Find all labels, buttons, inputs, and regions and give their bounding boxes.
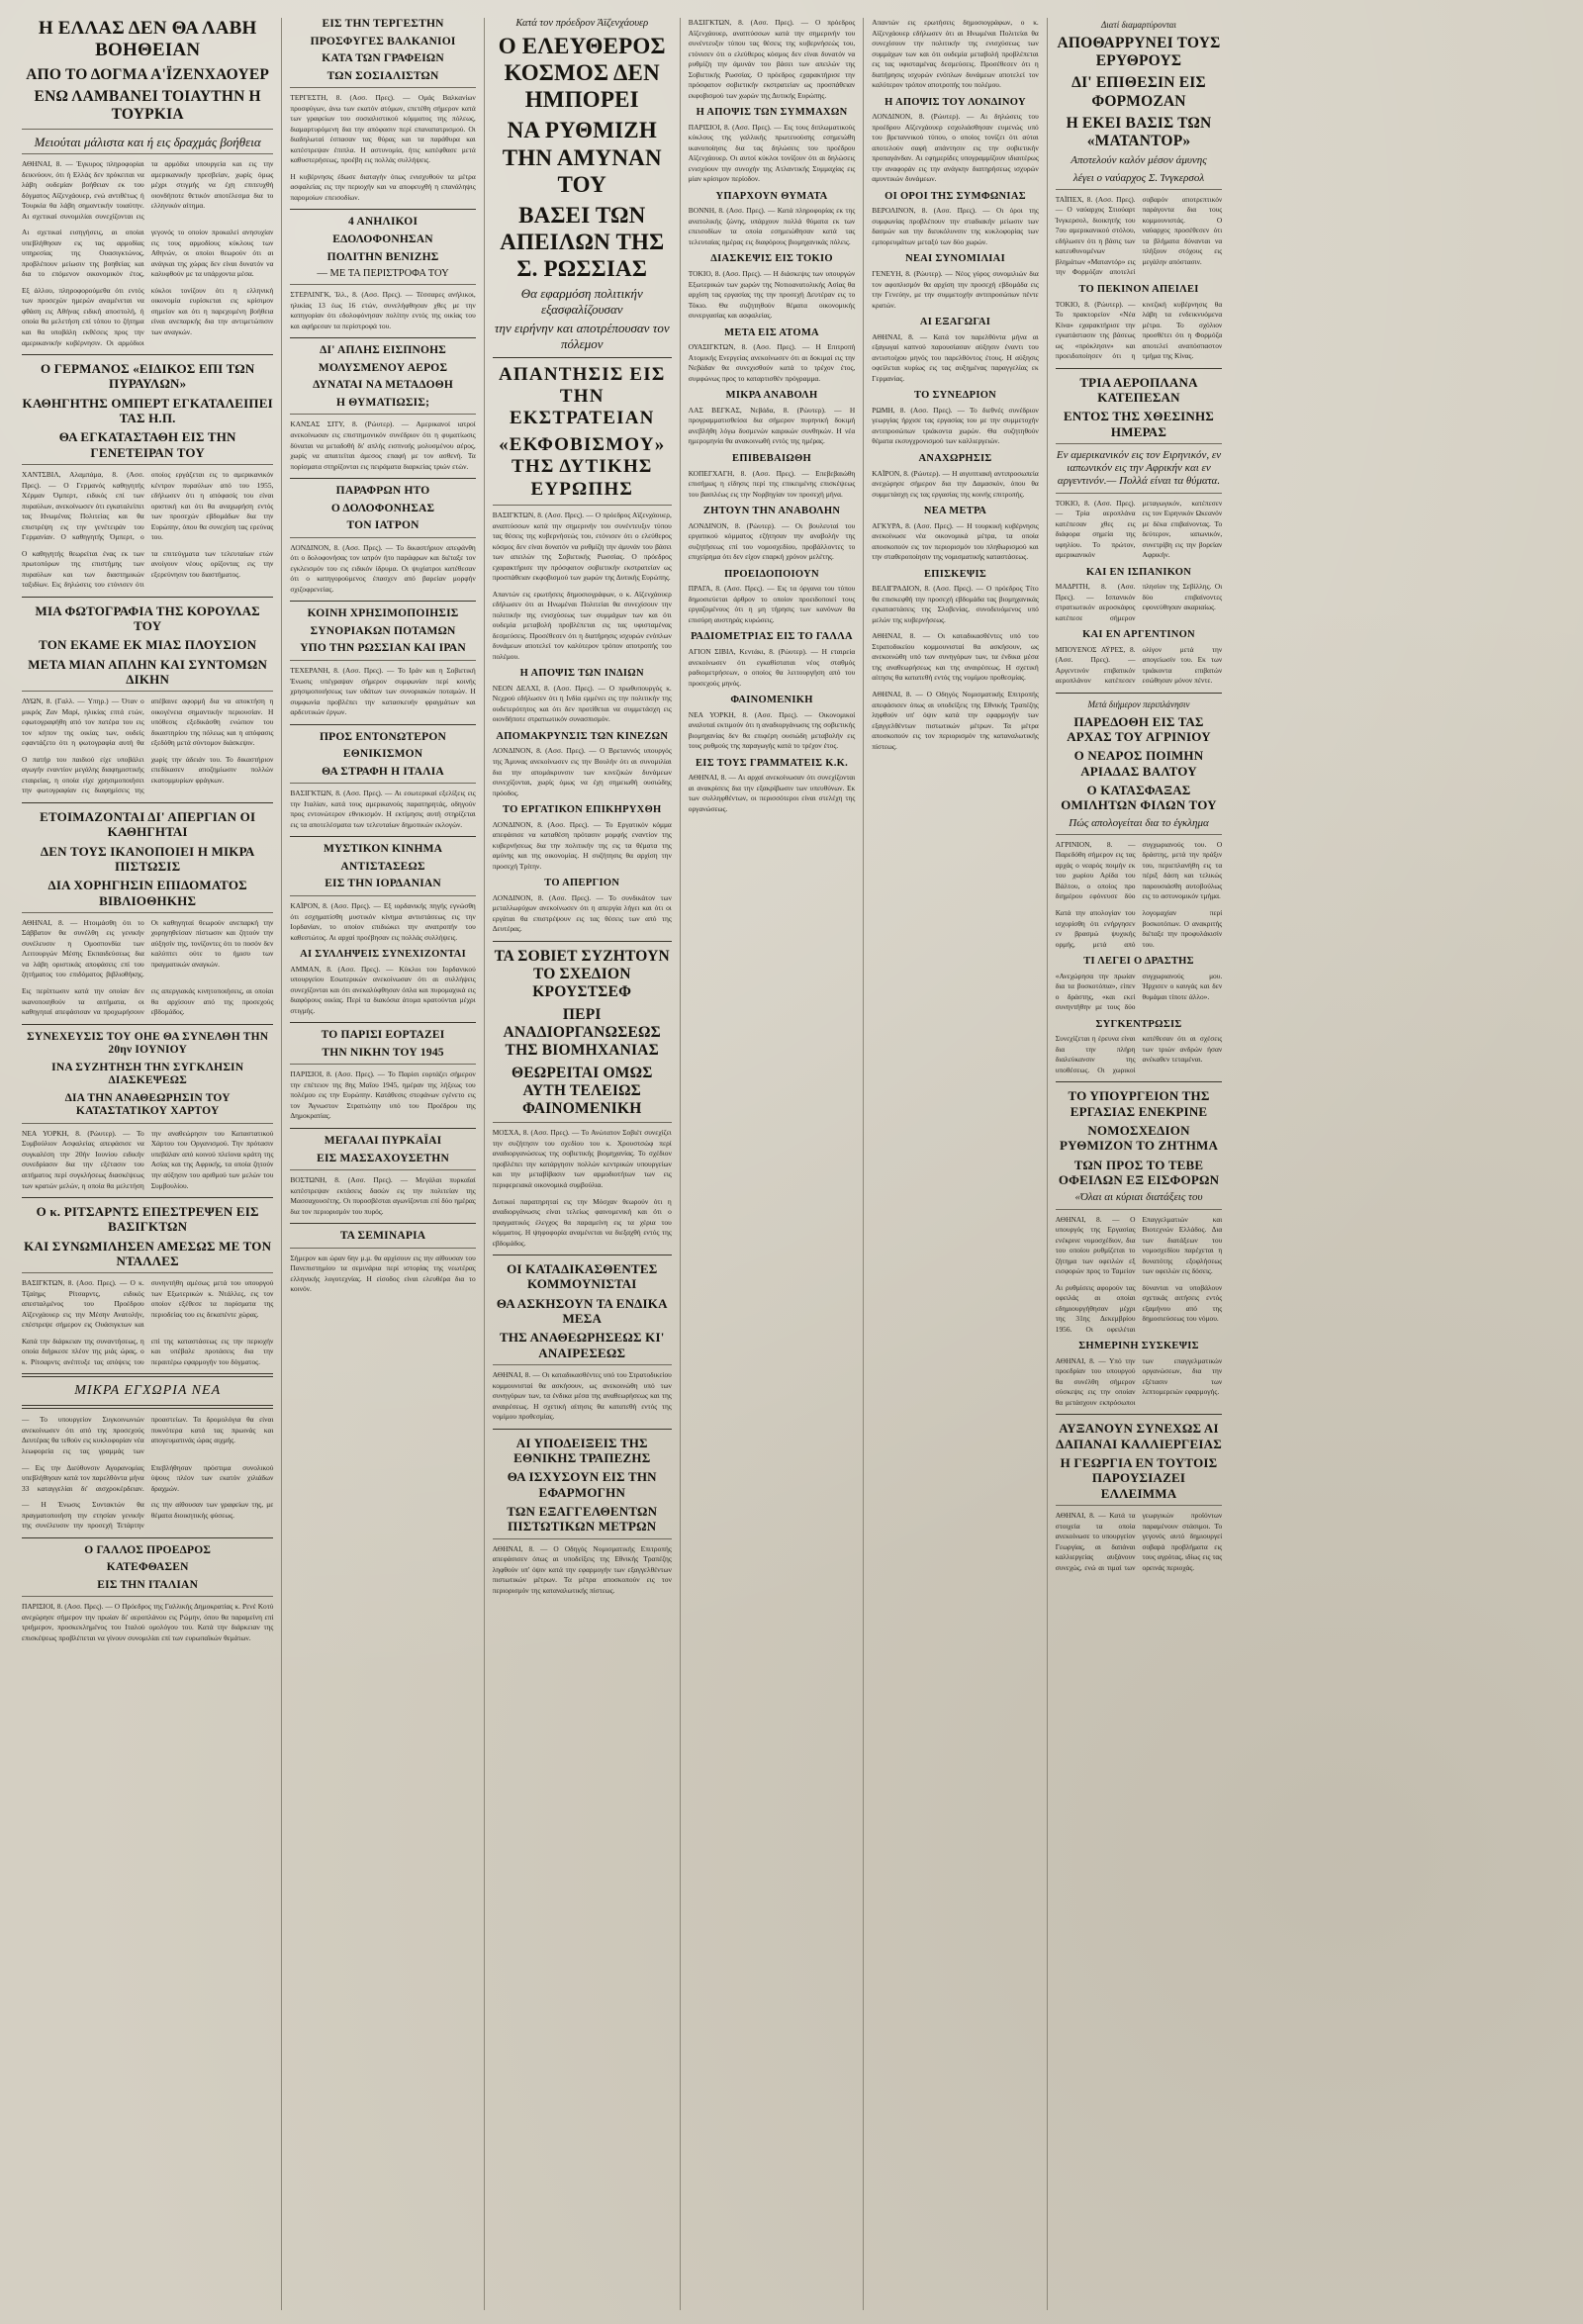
subhead-labour-ministry: «Όλαι αι κύριαι διατάξεις του [1074, 1191, 1203, 1204]
divider [22, 153, 273, 154]
article-body: ΤΟΚΙΟ, 8. (Ασσ. Πρες). — Η διάσκεψις των υπουργών Εξωτερικών των χωρών της Νοτιοανατολικής Ασίας θα αρχίση τας εργασίας της την προσεχή Δευτέραν εις το Τόκιο. Θα συζητηθούν θέματα οικονομικής συνεργασίας και ασφαλείας. [688, 269, 856, 321]
subhead-new-measures: ΝΕΑ ΜΕΤΡΑ [923, 506, 987, 517]
divider [1056, 1414, 1222, 1415]
article-body: ΛΟΝΔΙΝΟΝ, 8. (Ασσ. Πρες). — Το Εργατικόν κόμμα απεφάσισε να καταθέση πρότασιν μομφής εναντίον της κυβερνήσεως δια την πολιτικήν της εις τα θέματα της αμύνης και της οικονομίας. Η συζήτησις θα αρχίση την προσεχή Τρίτην. [492, 819, 672, 871]
headline-italy-3: ΘΑ ΣΤΡΑΦΗ Η ΙΤΑΛΙΑ [322, 765, 444, 778]
divider [493, 1538, 672, 1539]
article-body: ΧΑΝΤΣΒΙΛ, Αλαμπάμα, 8. (Ασσ. Πρες). — Ο Γερμανός καθηγητής Χέρμαν Όμπερτ, ειδικός επί των πυραύλων, ανεκοίνωσεν ότι εγκαταλείπει τας Ηνωμένας Πολιτείας και θα επιστρέψη εις την γενέτειράν του Γερμανίαν. Ο καθηγητής Όμπερτ, ο οποίος εργάζεται εις το αμερικανικόν κέντρον πυραύλων από του 1955, εδήλωσεν ότι η απόφασίς του είναι οριστική και ότι θα αναχωρήση εντός των προσεχών εβδομάδων δια την Ευρώπην, όπου θα συνεχίση τας ερεύνας του. [22, 469, 274, 542]
article-body: ΜΑΔΡΙΤΗ, 8. (Ασσ. Πρες). — Ισπανικόν στρατιωτικόν αεροσκάφος κατέπεσε σήμερον πλησίον της Σεβίλλης. Οι δύο επιβαίνοντες εφονεύθησαν ακαριαίως. [1055, 582, 1223, 622]
article-body: ΑΜΜΑΝ, 8. (Ασσ. Πρες). — Κύκλοι του Ιορδανικού υπουργείου Εσωτερικών ανεκοίνωσαν ότι αι συλλήψεις συνεχίζονται και ότι ανεκαλύφθησαν όπλα και πυρομαχικά εις διαφόρους οικίας. Περί τα διακόσια άτομα κρατούνται μέχρι στιγμής. [290, 964, 476, 1015]
divider [290, 537, 475, 538]
divider [290, 1169, 475, 1170]
subhead-allies: Η ΑΠΟΨΙΣ ΤΩΝ ΣΥΜΜΑΧΩΝ [696, 107, 848, 119]
article-body: ΛΟΝΔΙΝΟΝ, 8. (Ασσ. Πρες). — Ο Βρεταννός υπουργός της Άμυνας ανεκοίνωσεν εις την Βουλήν ότι αι συνομιλίαι δια την απομάκρυνσιν των κινεζικών δυνάμεων συνεχίζονται, χωρίς όμως να έχη σημειωθή ουσιώδης πρόοδος. [492, 746, 672, 797]
article-body: ΝΕΟΝ ΔΕΛΧΙ, 8. (Ασσ. Πρες). — Ο πρωθυπουργός κ. Νεχρού εδήλωσεν ότι η Ινδία εμμένει εις την πολιτικήν της ουδετερότητος και ότι δεν προτίθεται να συμμετάσχη εις οιονδήποτε στρατιωτικόν συνασπισμόν. [492, 683, 672, 724]
lead-headline-4: ΑΠΑΝΤΗΣΙΣ ΕΙΣ ΤΗΝ ΕΚΣΤΡΑΤΕΙΑΝ [499, 363, 666, 429]
article-body: ΤΑΪΠΕΧ, 8. (Ασσ. Πρες). — Ο ναύαρχος Στιούαρτ Ίνγκερσολ, διοικητής του 7ου αμερικανικού στόλου, εδήλωσεν ότι η βάσις των κατευθυνομένων βλημάτων «Ματαντόρ» εις την Φορμόζαν αποτελεί σοβαρόν αποτρεπτικόν παράγοντα δια τους κομμουνιστάς. Ο ναύαρχος προσέθεσεν ότι τα βλήματα δύνανται να πλήξουν στόχους εις μεγάλην απόστασιν. [1055, 194, 1223, 277]
subhead-peking-threat: ΤΟ ΠΕΚΙΝΟΝ ΑΠΕΙΛΕΙ [1078, 283, 1199, 295]
headline-agriculture-2: Η ΓΕΩΡΓΙΑ ΕΝ ΤΟΥΤΟΙΣ ΠΑΡΟΥΣΙΑΖΕΙ ΕΛΛΕΙΜΜΑ [1060, 1455, 1218, 1501]
article-body: ΑΓΙΟΝ ΣΙΒΙΛ, Κεντάκι, 8. (Ρώυτερ). — Η εταιρεία ανεκοίνωσεν ότι εγκαθίσταται νέος σταθμός ραδιομετρήσεων, ο οποίος θα λειτουργήση από του προσεχούς μηνός. [688, 647, 856, 688]
subhead-formosa-1: Αποτελούν καλόν μέσον άμυνης [1071, 154, 1207, 167]
headline-teachers-3: ΔΙΑ ΧΟΡΗΓΗΣΙΝ ΕΠΙΔΟΜΑΤΟΣ ΒΙΒΛΙΟΘΗΚΗΣ [47, 878, 247, 908]
headline-french-president-2: ΚΑΤΕΦΘΑΣΕΝ [106, 1561, 189, 1574]
subhead-departure: ΑΝΑΧΩΡΗΣΙΣ [918, 452, 992, 464]
headline-fires-1: ΜΕΓΑΛΑΙ ΠΥΡΚΑΪΑΙ [324, 1134, 442, 1147]
subhead-congress: ΤΟ ΣΥΝΕΔΡΙΟΝ [913, 390, 997, 402]
lead-subhead-1: Θα εφαρμόση πολιτικήν εξασφαλίζουσαν [520, 286, 643, 317]
divider [290, 209, 475, 210]
headline-communists-3: ΤΗΣ ΑΝΑΘΕΩΡΗΣΕΩΣ ΚΙ' ΑΝΑΙΡΕΣΕΩΣ [499, 1330, 665, 1360]
article-body: ΑΘΗΝΑΙ, 8. — Κατά τα στοιχεία τα οποία ανεκοίνωσε το υπουργείον Γεωργίας, αι δαπάναι καλλιεργείας αυξάνουν συνεχώς, ενώ αι τιμαί των γεωργικών προϊόντων παραμένουν στάσιμοι. Το γεγονός αυτό δημιουργεί σοβαρά προβλήματα εις τους αγρότας, ιδίως εις τας ορεινάς περιοχάς. [1055, 1511, 1223, 1572]
divider [22, 1373, 273, 1377]
headline-oberth-1: Ο ΓΕΡΜΑΝΟΣ «ΕΙΔΙΚΟΣ ΕΠΙ ΤΩΝ ΠΥΡΑΥΛΩΝ» [40, 361, 255, 392]
subhead-new-talks: ΝΕΑΙ ΣΥΝΟΜΙΛΙΑΙ [905, 253, 1005, 265]
article-body: ΟΥΑΣΙΓΚΤΩΝ, 8. (Ασσ. Πρες). — Η Επιτροπή Ατομικής Ενεργείας ανεκοίνωσεν ότι αι δοκιμαί εις την Νεβάδαν θα συνεχισθούν κατά το τρέχον έτος, συμφώνως προς το καταρτισθέν πρόγραμμα. [688, 342, 856, 383]
divider [493, 1429, 672, 1430]
column-5 [863, 18, 1046, 2310]
article-body: ΛΟΝΔΙΝΟΝ, 8. (Ασσ. Πρες). — Το δικαστήριον απεφάνθη ότι ο δολοφονήσας τον ιατρόν ήτο παράφρων και διέταξε τον εγκλεισμόν του εις ειδικόν ίδρυμα. Οι ψυχίατροι κατέθεσαν ότι ο κατηγορούμενος έπασχεν από βαρείαν μορφήν σχιζοφρενείας. [290, 542, 476, 594]
article-body: Σήμερον και ώραν 6ην μ.μ. θα αρχίσουν εις την αίθουσαν του Πανεπιστημίου τα σεμινάρια περί ιστορίας της νεωτέρας ελληνικής λογοτεχνίας. Η είσοδος είναι ελευθέρα δια το κοινόν. [290, 1253, 476, 1294]
divider [22, 912, 273, 913]
headline-seminars: ΤΑ ΣΕΜΙΝΑΡΙΑ [339, 1230, 426, 1243]
subhead-chinese: ΑΠΟΜΑΚΡΥΝΣΙΣ ΤΩΝ ΚΙΝΕΖΩΝ [496, 730, 669, 742]
article-body: Εις περίπτωσιν κατά την οποίαν δεν ικανοποιηθούν τα αιτήματα, οι καθηγηταί απεφάσισαν να προχωρήσουν εις απεργιακάς κινητοποιήσεις, αι οποίαι θα αρχίσουν από της προσεχούς εβδομάδος. [22, 986, 274, 1017]
lead-headline-1: Ο ΕΛΕΥΘΕΡΟΣ ΚΟΣΜΟΣ ΔΕΝ ΗΜΠΟΡΕΙ [498, 34, 666, 113]
article-body: ΒΟΝΝΗ, 8. (Ασσ. Πρες). — Κατά πληροφορίας εκ της ανατολικής ζώνης, υπάρχουν πολλά θύματα εκ των επεισοδίων τα οποία εσημειώθησαν κατά τας τελευταίας ημέρας εις διαφόρους βιομηχανικάς πόλεις. [688, 206, 856, 246]
article-body: ΛΥΩΝ, 8. (Γαλλ. — Υπηρ.) — Όταν ο μικρός Ζαν Μαρί, ηλικίας επτά ετών, εφωτογραφήθη από τον πατέρα του εις τον κήπον της οικίας των, ουδείς εφαντάζετο ότι η φωτογραφία αυτή θα απέβαινε αφορμή δια να αποκτήση η οικογένεια σημαντικήν περιουσίαν. Η υπόθεσις εξεδικάσθη ενώπιον του δικαστηρίου της πόλεως και η απόφασις εξεδόθη μετά σύντομον διάσκεψιν. [22, 697, 274, 748]
lead-headline-3: ΒΑΣΕΙ ΤΩΝ ΑΠΕΙΛΩΝ ΤΗΣ Σ. ΡΩΣΣΙΑΣ [500, 202, 665, 282]
divider [22, 1272, 273, 1273]
headline-teachers-1: ΕΤΟΙΜΑΖΟΝΤΑΙ ΔΙ' ΑΠΕΡΓΙΑΝ ΟΙ ΚΑΘΗΓΗΤΑΙ [40, 808, 256, 840]
article-body: ΛΟΝΔΙΝΟΝ, 8. (Ασσ. Πρες). — Το συνδικάτον των μεταλλωρύχων ανεκοίνωσεν ότι η απεργία λήγει και ότι οι εργάται θα επιστρέψουν εις τας θέσεις των από της Δευτέρας. [492, 892, 672, 934]
divider [22, 1596, 273, 1597]
article-body: ΒΕΡΟΛΙΝΟΝ, 8. (Ασσ. Πρες). — Οι όροι της συμφωνίας προβλέπουν την σταδιακήν μείωσιν των δασμών και την διευκόλυνσιν της κυκλοφορίας των εμπορευμάτων μεταξύ των δύο χωρών. [872, 206, 1039, 246]
headline-photo-3: ΜΕΤΑ ΜΙΑΝ ΑΠΛΗΝ ΚΑΙ ΣΥΝΤΟΜΩΝ ΔΙΚΗΝ [28, 656, 268, 687]
headline-minors-2: ΕΔΟΛΟΦΟΝΗΣΑΝ [332, 232, 433, 245]
divider [22, 354, 273, 355]
divider [22, 802, 273, 803]
headline-jordan-2: ΑΝΤΙΣΤΑΣΕΩΣ [340, 860, 425, 873]
divider [290, 1223, 475, 1224]
article-body: ΠΡΑΓΑ, 8. (Ασσ. Πρες). — Εις τα όργανα του τύπου δημοσιεύεται άρθρον το οποίον προειδοποιεί τους εργαζομένους ότι η μη τήρησις των κανόνων θα επισύρη αυστηράς κυρώσεις. [688, 584, 856, 624]
divider [290, 337, 475, 338]
article-body: Αι σχετικαί εισηγήσεις, αι οποίαι υπεβλήθησαν εις τας αρμοδίας υπηρεσίας της Ουασιγκτώνος, προβλέπουν μείωσιν της βοηθείας και δια το επόμενον οικονομικόν έτος, γεγονός το οποίον προκαλεί ανησυχίαν εις τους αρμοδίους κύκλους των Αθηνών, οι οποίοι θεωρούν ότι αι ανάγκαι της χώρας δεν είναι δυνατόν να καλυφθούν με τα υπάρχοντα μέσα. [22, 228, 274, 279]
headline-soviet-1: ΤΑ ΣΟΒΙΕΤ ΣΥΖΗΤΟΥΝ ΤΟ ΣΧΕΔΙΟΝ ΚΡΟΥΣΤΣΕΦ [494, 947, 670, 1001]
headline-labour-ministry-1: ΤΟ ΥΠΟΥΡΓΕΙΟΝ ΤΗΣ ΕΡΓΑΣΙΑΣ ΕΝΕΚΡΙΝΕ [1068, 1088, 1210, 1119]
divider [290, 1128, 475, 1129]
subhead-tokyo-conf: ΔΙΑΣΚΕΨΙΣ ΕΙΣ ΤΟΚΙΟ [710, 253, 833, 265]
headline-richards-2: ΚΑΙ ΣΥΝΩΜΙΛΗΣΕΝ ΑΜΕΣΩΣ ΜΕ ΤΟΝ ΝΤΑΛΛΕΣ [24, 1238, 272, 1268]
headline-communists-1: ΟΙ ΚΑΤΑΔΙΚΑΣΘΕΝΤΕΣ ΚΟΜΜΟΥΝΙΣΤΑΙ [507, 1261, 658, 1292]
subhead-atomic: ΜΕΤΑ ΕΙΣ ΑΤΟΜΑ [724, 326, 819, 338]
column-1 [14, 18, 281, 2310]
subhead-arrests: ΑΙ ΣΥΛΛΗΨΕΙΣ ΣΥΝΕΧΙΖΟΝΤΑΙ [300, 949, 467, 961]
headline-jordan-1: ΜΥΣΤΙΚΟΝ ΚΙΝΗΜΑ [323, 843, 443, 856]
headline-teachers-2: ΔΕΝ ΤΟΥΣ ΙΚΑΝΟΠΟΙΕΙ Η ΜΙΚΡΑ ΠΙΣΤΩΣΙΣ [40, 843, 255, 874]
section-title-local-news: ΜΙΚΡΑ ΕΓΧΩΡΙΑ ΝΕΑ [74, 1383, 222, 1399]
headline-photo-1: ΜΙΑ ΦΩΤΟΓΡΑΦΙΑ ΤΗΣ ΚΟΡΟΥΛΑΣ ΤΟΥ [35, 603, 260, 633]
subhead-agreement-terms: ΟΙ ΟΡΟΙ ΤΗΣ ΣΥΜΦΩΝΙΑΣ [885, 190, 1026, 202]
article-body: ΑΘΗΝΑΙ, 8. — Ο Οδηγός Νομισματικής Επιτροπής απεφάσισεν όπως αι υποδείξεις της Εθνικής Τραπέζης ληφθούν υπ' όψιν κατά την εφαρμογήν των εξαγγελθέντων πιστωτικών μέτρων. Τα μέτρα αποσκοπούν εις τον περιορισμόν της καταναλωτικής πίστεως. [872, 689, 1039, 751]
divider [22, 1537, 273, 1538]
divider [22, 691, 273, 692]
subhead-perpetrator-says: ΤΙ ΛΕΓΕΙ Ο ΔΡΑΣΤΗΣ [1083, 956, 1194, 968]
article-body: ΝΕΑ ΥΟΡΚΗ, 8. (Ασσ. Πρες). — Οικονομικοί αναλυταί εκτιμούν ότι η αναδιοργάνωσις της σοβιετικής βιομηχανίας δεν θα επιφέρη ουσιώδη μεταβολήν εις τους ρυθμούς της παραγωγής κατά το τρέχον έτος. [688, 709, 856, 751]
subhead-victims: ΥΠΑΡΧΟΥΝ ΘΥΜΑΤΑ [715, 190, 828, 202]
article-body: Κατά την απολογίαν του ισχυρίσθη ότι ενήργησεν εν βρασμώ ψυχικής ορμής, μετά από λογομαχίαν περί βοσκοτόπων. Ο ανακριτής διέταξε την προφυλάκισίν του. [1055, 908, 1223, 949]
headline-formosa-2: ΔΙ' ΕΠΙΘΕΣΙΝ ΕΙΣ ΦΟΡΜΟΖΑΝ [1071, 74, 1206, 110]
headline-rivers-1: ΚΟΙΝΗ ΧΡΗΣΙΜΟΠΟΙΗΣΙΣ [307, 607, 459, 620]
article-body: ΑΘΗΝΑΙ, 8. — Οι καταδικασθέντες υπό του Στρατοδικείου κομμουνισταί θα ασκήσουν, ως ανεκοινώθη υπό των συνηγόρων των, τα ένδικα μέσα της αναθεωρήσεως και της αναιρέσεως. Η σχετική αίτησις θα κατατεθή εντός της νομίμου προθεσμίας. [872, 631, 1039, 683]
divider [493, 505, 672, 506]
article-body: ΤΕΧΕΡΑΝΗ, 8. (Ασσ. Πρες). — Το Ιράν και η Σοβιετική Ένωσις υπέγραψαν σήμερον συμφωνίαν περί κοινής χρησιμοποιήσεως των υδάτων των συνοριακών ποταμών. Η συμφωνία προβλέπει την κατασκευήν φραγμάτων και αρδευτικών έργων. [290, 666, 476, 717]
article-body: ΓΕΝΕΥΗ, 8. (Ρώυτερ). — Νέος γύρος συνομιλιών δια τον αφοπλισμόν θα αρχίση την προσεχή εβδομάδα εις την Γενεύην, με την συμμετοχήν αντιπροσώπων πέντε κρατών. [872, 269, 1039, 310]
article-body: Η κυβέρνησις έδωσε διαταγήν όπως ενισχυθούν τα μέτρα ασφαλείας εις την περιοχήν και να αποφευχθή η επανάληψις παρομοίων επεισοδίων. [290, 171, 476, 202]
article-body: Συνεχίζεται η έρευνα είναι δια την πλήρη διαλεύκανσιν της υποθέσεως. Οι χωρικοί κατέθεσαν ότι αι σχέσεις των τριών ανδρών ήσαν ανέκαθεν τεταμέναι. [1055, 1034, 1223, 1074]
subhead-visit: ΕΠΙΣΚΕΨΙΣ [923, 568, 987, 580]
article-body: Αι ρυθμίσεις αφορούν τας οφειλάς αι οποίαι εδημιουργήθησαν μέχρι της 31ης Δεκεμβρίου 1956. Οι οφειλέται δύνανται να υποβάλουν σχετικάς αιτήσεις εντός εξαμήνου από της δημοσιεύσεως του νόμου. [1055, 1282, 1223, 1334]
headline-communists-2: ΘΑ ΑΣΚΗΣΟΥΝ ΤΑ ΕΝΔΙΚΑ ΜΕΣΑ [496, 1295, 668, 1327]
headline-bank-2: ΘΑ ΙΣΧΥΣΟΥΝ ΕΙΣ ΤΗΝ ΕΦΑΡΜΟΓΗΝ [507, 1469, 657, 1500]
article-body: ΑΓΚΥΡΑ, 8. (Ασσ. Πρες). — Η τουρκική κυβέρνησις ανεκοίνωσε νέα οικονομικά μέτρα, τα οποία αποσκοπούν εις τον περιορισμόν του πληθωρισμού και την σταθεροποίησιν της νομισματικής καταστάσεως. [872, 520, 1039, 562]
headline-bank-1: ΑΙ ΥΠΟΔΕΙΞΕΙΣ ΤΗΣ ΕΘΝΙΚΗΣ ΤΡΑΠΕΖΗΣ [513, 1435, 651, 1465]
divider [290, 660, 475, 661]
headline-soviet-2: ΠΕΡΙ ΑΝΑΔΙΟΡΓΑΝΩΣΕΩΣ ΤΗΣ ΒΙΟΜΗΧΑΝΙΑΣ [503, 1005, 662, 1060]
divider [22, 1197, 273, 1198]
kicker-why-protest: Διατί διαμαρτύρονται [1100, 20, 1177, 30]
article-body: ΠΑΡΙΣΙΟΙ, 8. (Ασσ. Πρες). — Το Παρίσι εορτάζει σήμερον την επέτειον της 8ης Μαΐου 1945, ημέραν της λήξεως του πολέμου εις την Ευρώπην. Κατάθεσις στεφάνων εγένετο εις τον Άγνωστον Στρατιώτην υπό του Προέδρου της Δημοκρατίας. [290, 1069, 476, 1121]
divider [290, 1248, 475, 1249]
divider [22, 129, 273, 130]
divider [290, 783, 475, 784]
headline-oberth-2: ΚΑΘΗΓΗΤΗΣ ΟΜΠΕΡΤ ΕΓΚΑΤΑΛΕΙΠΕΙ ΤΑΣ Η.Π. [22, 395, 273, 425]
headline-soviet-3: ΘΕΩΡΕΙΤΑΙ ΟΜΩΣ ΑΥΤΗ ΤΕΛΕΙΩΣ ΦΑΙΝΟΜΕΝΙΚΗ [511, 1064, 653, 1118]
headline-french-president-1: Ο ΓΑΛΛΟΣ ΠΡΟΕΔΡΟΣ [84, 1543, 212, 1556]
divider [1056, 834, 1222, 835]
headline-un-1: ΣΥΝΕΧΕΥΣΙΣ ΤΟΥ ΟΗΕ ΘΑ ΣΥΝΕΛΘΗ ΤΗΝ 20ην ΙΟΥΝΙΟΥ [27, 1030, 269, 1057]
article-body: ΑΘΗΝΑΙ, 8. — Κατά τον παρελθόντα μήνα αι εξαγωγαί καπνού παρουσίασαν αύξησιν έναντι του αντιστοίχου μηνός του παρελθόντος έτους. Η αύξησις οφείλεται κυρίως εις τας αυξημένας παραγγελίας εκ Γερμανίας. [872, 331, 1039, 383]
article-body: ΑΓΡΙΝΙΟΝ, 8. — Παρεδόθη σήμερον εις τας αρχάς ο νεαρός ποιμήν εκ του χωρίου Αρίδα του Βάλτου, ο οποίος προ διημέρου εφόνευσε δύο συγχωριανούς του. Ο δράστης, μετά την πράξιν του, περιεπλανήθη εις τα πέριξ δάση και τελικώς παρουσιάσθη αυτοβούλως εις το αστυνομικόν τμήμα. [1055, 839, 1223, 901]
article-body: ΝΕΑ ΥΟΡΚΗ, 8. (Ρώυτερ). — Το Συμβούλιον Ασφαλείας απεφάσισε να συγκαλέση την 20ήν Ιουνίου ειδικήν συνεδρίασιν δια την εξέτασιν του αιτήματος περί συγκλήσεως διασκέψεως των κρατών μελών, η οποία θα μελετήση την αναθεώρησιν του Καταστατικού Χάρτου του Οργανισμού. Την πρότασιν υπεβάλαν από κοινού πλείονα κράτη της Ασίας και της Αφρικής, τα οποία ζητούν την αύξησιν του αριθμού των μελών του Συμβουλίου. [22, 1128, 274, 1190]
brief-item: — Η Ένωσις Συντακτών θα πραγματοποιήση την ετησίαν γενικήν της συνέλευσιν την προσεχή Τετάρτην εις την αίθουσαν των γραφείων της, με θέματα διοικητικής φύσεως. [22, 1500, 274, 1531]
article-body: ΜΠΟΥΕΝΟΣ ΑΫΡΕΣ, 8. (Ασσ. Πρες). — Αργεντινόν επιβατικόν αεροπλάνον κατέπεσεν ολίγον μετά την απογείωσίν του. Εκ των τριάκοντα επιβατών εσώθησαν μόνον πέντε. [1055, 644, 1223, 686]
article-body: ΛΟΝΔΙΝΟΝ, 8. (Ρώυτερ). — Αι δηλώσεις του προέδρου Αϊζενχάουερ εσχολιάσθησαν ευμενώς υπό του βρεταννικού τύπου, ο οποίος τονίζει ότι αύται αποτελούν σαφή απάντησιν εις την σοβιετικήν προπαγάνδαν. Αι εφημερίδες υπογραμμίζουν ιδιαιτέρως την αναφοράν εις την ανάγκην διατηρήσεως ισχυρών αμυντικών δυνάμεων. [872, 112, 1039, 184]
headline-shepherd-2: Ο ΝΕΑΡΟΣ ΠΟΙΜΗΝ ΑΡΙΑΔΑΣ ΒΑΛΤΟΥ [1073, 748, 1204, 779]
headline-trieste-2: ΠΡΟΣΦΥΓΕΣ ΒΑΛΚΑΝΙΟΙ [310, 35, 456, 47]
divider [22, 597, 273, 598]
divider [290, 724, 475, 725]
headline-insane-killer-1: ΠΑΡΑΦΡΩΝ ΗΤΟ [335, 485, 430, 498]
article-body: ΤΟΚΙΟ, 8. (Ασσ. Πρες). — Τρία αεροπλάνα κατέπεσαν χθες εις διάφορα σημεία της υφηλίου. Το πρώτον, αμερικανικόν μεταγωγικόν, κατέπεσεν εις τον Ειρηνικόν Ωκεανόν με δέκα επιβαίνοντας. Το δεύτερον, ιαπωνικόν, συνετρίβη εις την βορείαν Αφρικήν. [1055, 498, 1223, 560]
subhead-postponement: ΜΙΚΡΑ ΑΝΑΒΟΛΗ [725, 390, 818, 402]
subhead-gathering: ΣΥΓΚΕΝΤΡΩΣΙΣ [1095, 1018, 1182, 1030]
article-body: «Ανεχώρησα την πρωίαν δια τα βοσκοτόπια», είπεν ο δράστης, «και εκεί συνηντήθην με τους δύο συγχωριανούς μου. Ήρχισεν ο καυγάς και δεν θυμάμαι τίποτε άλλο». [1055, 971, 1223, 1012]
divider [290, 284, 475, 285]
column-2 [281, 18, 483, 2310]
headline-aid-greece-2: ΑΠΟ ΤΟ ΔΟΓΜΑ Α'ΪΖΕΝΧΑΟΥΕΡ [26, 65, 270, 83]
headline-minors-1: 4 ΑΝΗΛΙΚΟΙ [347, 216, 419, 229]
headline-rivers-2: ΣΥΝΟΡΙΑΚΩΝ ΠΟΤΑΜΩΝ [310, 624, 456, 637]
subhead-warning: ΠΡΟΕΙΔΟΠΟΙΟΥΝ [724, 568, 819, 580]
divider [290, 836, 475, 837]
article-body: ΑΘΗΝΑΙ, 8. — Ο υπουργός της Εργασίας ενέκρινε νομοσχέδιον, δια του οποίου ρυθμίζεται το ζήτημα των οφειλών εξ εισφορών προς το Ταμείον Επαγγελματιών και Βιοτεχνών Ελλάδος. Δια των διατάξεων του νομοσχεδίου παρέχεται η δυνατότης εξοφλήσεως των οφειλών εις δόσεις. [1055, 1214, 1223, 1276]
divider [22, 464, 273, 465]
article-body: ΤΕΡΓΕΣΤΗ, 8. (Ασσ. Πρες). — Ομάς Βαλκανίων προσφύγων, άνω των εκατόν ατόμων, επετέθη σήμερον κατά των γραφείων του σοσιαλιστικού κόμματος της πόλεως, διαμαρτυρόμενη δια την απόφασιν περί επαναπατρισμού. Οι διαδηλωταί έσπασαν τας θύρας και τα παράθυρα και κατέστρεψαν έπιπλα. Η αστυνομία, ήτις κατέφθασε μετά καθυστερήσεως, προέβη εις πολλάς συλλήψεις. [290, 93, 476, 165]
divider [493, 357, 672, 358]
divider [22, 1123, 273, 1124]
headline-trieste-4: ΤΩΝ ΣΟΣΙΑΛΙΣΤΩΝ [326, 69, 439, 82]
headline-trieste-1: ΕΙΣ ΤΗΝ ΤΕΡΓΕΣΤΗΝ [322, 18, 444, 30]
article-body: ΑΘΗΝΑΙ, 8. — Υπό την προεδρίαν του υπουργού θα συνέλθη σήμερον σύσκεψις εις την οποίαν θα μετάσχουν εκπρόσωποι των επαγγελματικών οργανώσεων, δια την εξέτασιν των λεπτομερειών εφαρμογής. [1055, 1355, 1223, 1407]
subhead-india: Η ΑΠΟΨΙΣ ΤΩΝ ΙΝΔΙΩΝ [519, 668, 644, 680]
lead-headline-5: «ΕΚΦΟΒΙΣΜΟΥ» ΤΗΣ ΔΥΤΙΚΗΣ ΕΥΡΩΠΗΣ [499, 433, 666, 500]
headline-tb-1: ΔΙ' ΑΠΛΗΣ ΕΙΣΠΝΟΗΣ [320, 344, 446, 357]
article-body: Κατά την διάρκειαν της συναντήσεως, η οποία διήρκεσε πλέον της μιάς ώρας, ο κ. Ρίτσαρντς ανέπτυξε τας απόψεις του επί της καταστάσεως εις την περιοχήν και υπέβαλε προτάσεις δια την περαιτέρω εφαρμογήν του δόγματος. [22, 1336, 274, 1366]
headline-un-3: ΔΙΑ ΤΗΝ ΑΝΑΘΕΩΡΗΣΙΝ ΤΟΥ ΚΑΤΑΣΤΑΤΙΚΟΥ ΧΑΡΤΟΥ [64, 1091, 231, 1118]
headline-labour-ministry-2: ΝΟΜΟΣΧΕΔΙΟΝ ΡΥΘΜΙΖΟΝ ΤΟ ΖΗΤΗΜΑ [1059, 1123, 1219, 1154]
headline-richards-1: Ο κ. ΡΙΤΣΑΡΝΤΣ ΕΠΕΣΤΡΕΨΕΝ ΕΙΣ ΒΑΣΙΓΚΤΩΝ [36, 1204, 259, 1235]
subhead-aid-greece: Μειούται μάλιστα και ή εις δραχμάς βοήθεια [34, 134, 261, 149]
article-body: ΜΟΣΧΑ, 8. (Ασσ. Πρες). — Το Ανώτατον Σοβιέτ συνεχίζει την συζήτησιν του σχεδίου του κ. Χρουστσώφ περί αναδιοργανώσεως της σοβιετικής βιομηχανίας. Το σχέδιον προβλέπει την κατάργησιν πολλών κεντρικών υπουργείων και την μεταβίβασιν των αρμοδιοτήτων των εις περιφερειακά οικονομικά συμβούλια. [492, 1128, 672, 1189]
headline-tb-2: ΜΟΛΥΣΜΕΝΟΥ ΑΕΡΟΣ [318, 361, 448, 374]
divider [290, 87, 475, 88]
article-body: ΑΘΗΝΑΙ, 8. — Οι καταδικασθέντες υπό του Στρατοδικείου κομμουνισταί θα ασκήσουν, ως ανεκοινώθη υπό των συνηγόρων των, τα ένδικα μέσα της αναθεωρήσεως και της αναιρέσεως. Η σχετική αίτησις θα κατατεθή εντός της νομίμου προθεσμίας. [492, 1370, 672, 1422]
article-body: ΚΟΠΕΓΧΑΓΗ, 8. (Ασσ. Πρες). — Επεβεβαιώθη επισήμως η είδησις περί της επικειμένης επισκέψεως του βασιλέως εις την Νορβηγίαν τον προσεχή μήνα. [688, 468, 856, 499]
divider [290, 414, 475, 415]
subhead-exports: ΑΙ ΕΞΑΓΩΓΑΙ [919, 317, 991, 328]
subhead-strike: ΤΟ ΑΠΕΡΓΙΟΝ [544, 878, 620, 889]
headline-paris-1: ΤΟ ΠΑΡΙΣΙ ΕΟΡΤΑΖΕΙ [321, 1029, 445, 1042]
headline-aid-greece-3: ΕΝΩ ΛΑΜΒΑΝΕΙ ΤΟΙΑΥΤΗΝ Η ΤΟΥΡΚΙΑ [34, 88, 261, 124]
divider [493, 1122, 672, 1123]
divider [493, 1364, 672, 1365]
column-3-lead [484, 18, 680, 2310]
headline-formosa-3: Η ΕΚΕΙ ΒΑΣΙΣ ΤΩΝ «ΜΑΤΑΝΤΟΡ» [1066, 114, 1212, 150]
article-body: ΑΘΗΝΑΙ, 8. — Ητοιμάσθη ότι το Σάββατον θα συνέλθη εις γενικήν συνέλευσιν η Ομοσπονδία των Λειτουργών Μέσης Εκπαιδεύσεως δια να λάβη οριστικάς αποφάσεις επί του ζητήματος του επιδόματος βιβλιοθήκης. Οι καθηγηταί θεωρούν ανεπαρκή την χορηγηθείσαν πίστωσιν και ζητούν την αύξησίν της, τονίζοντες ότι το ποσόν δεν καλύπτει ούτε το ήμισυ των πραγματικών αναγκών. [22, 917, 274, 979]
headline-jordan-3: ΕΙΣ ΤΗΝ ΙΟΡΔΑΝΙΑΝ [325, 878, 441, 890]
article-body: Δυτικοί παρατηρηταί εις την Μόσχαν θεωρούν ότι η αναδιοργάνωσις είναι τελείως φαινομενική και ότι ο πραγματικός έλεγχος θα παραμείνη εις τα χέρια του κόμματος. Η ψηφοφορία αναμένεται να διεξαχθή εντός της εβδομάδος. [492, 1196, 672, 1248]
headline-shepherd-1: ΠΑΡΕΔΟΘΗ ΕΙΣ ΤΑΣ ΑΡΧΑΣ ΤΟΥ ΑΓΡΙΝΙΟΥ [1067, 713, 1211, 745]
headline-tb-3: ΔΥΝΑΤΑΙ ΝΑ ΜΕΤΑΔΟΘΗ [313, 379, 453, 392]
subhead-todays-meeting: ΣΗΜΕΡΙΝΗ ΣΥΣΚΕΨΙΣ [1078, 1341, 1199, 1352]
lead-headline-2: ΝΑ ΡΥΘΜΙΖΗ ΤΗΝ ΑΜΥΝΑΝ ΤΟΥ [502, 118, 662, 197]
article-body: ΠΑΡΙΣΙΟΙ, 8. (Ασσ. Πρες). — Εις τους διπλωματικούς κύκλους της γαλλικής πρωτευούσης εσημειώθη ικανοποίησις δια τας δηλώσεις του προέδρου Αϊζενχάουερ. Οι αυτοί κύκλοι τονίζουν ότι αι δηλώσεις ενισχύουν την συνοχήν της Ατλαντικής Συμμαχίας εις μίαν κρίσιμον περίοδον. [688, 122, 856, 184]
subhead-planes: Εν αμερικανικόν εις τον Ειρηνικόν, εν ιαπωνικόν εις την Αφρικήν και εν αργεντινόν.— Πολλά είναι τα θύματα. [1056, 448, 1222, 488]
article-body: Εξ άλλου, πληροφορούμεθα ότι εντός των προσεχών ημερών αναμένεται να φθάση εις Αθήνας ειδική αποστολή, ή οποία θα μελετήση επί τόπου το ζήτημα και θα υποβάλη εκθέσεις προς την αμερικανικήν κυβέρνησιν. Οι αρμόδιοι κύκλοι τονίζουν ότι η ελληνική οικονομία ευρίσκεται εις κρίσιμον σημείον και ότι η παρεχομένη βοήθεια είναι ανεπαρκής δια την αντιμετώπισιν των αναγκών. [22, 285, 274, 347]
brief-item: — Εις την Διεύθυνσιν Αγορανομίας υπεβλήθησαν κατά τον παρελθόντα μήνα 33 καταγγελίαι δι' αισχροκέρδειαν. Επεβλήθησαν πρόστιμα συνολικού ύψους πλέον των εκατόν χιλιάδων δραχμών. [22, 1462, 274, 1493]
headline-oberth-3: ΘΑ ΕΓΚΑΤΑΣΤΑΘΗ ΕΙΣ ΤΗΝ ΓΕΝΕΤΕΙΡΑΝ ΤΟΥ [58, 429, 236, 460]
divider [1056, 1209, 1222, 1210]
article-body: ΑΘΗΝΑΙ, 8. — Έγκυρος πληροφορίαι δεικνύουν, ότι ή Ελλάς δεν πρόκειται να λάβη ουδεμίαν βοήθειαν εκ του δόγματος Αϊζενχάουερ, ενώ αντιθέτως ή Τουρκία θα λάβη σημαντικήν τοιαύτην. Αι σχετικαί συνομιλίαι συνεχίζονται εις τα αρμόδια υπουργεία και εις την αμερικανικήν πρεσβείαν, χωρίς όμως μέχρι στιγμής να έχη επιτευχθή οιονδήποτε θετικόν αποτέλεσμα δια το ελληνικόν αίτημα. [22, 159, 274, 221]
article-body: ΑΘΗΝΑΙ, 8. — Ο Οδηγός Νομισματικής Επιτροπής απεφάσισεν όπως αι υποδείξεις της Εθνικής Τραπέζης ληφθούν υπ' όψιν κατά την εφαρμογήν των εξαγγελθέντων πιστωτικών μέτρων. Τα μέτρα αποσκοπούν εις τον περιορισμόν της καταναλωτικής πίστεως. [492, 1543, 672, 1595]
divider [22, 1024, 273, 1025]
divider [1056, 1081, 1222, 1082]
article-body: ΚΑΝΣΑΣ ΣΙΤΥ, 8. (Ρώυτερ). — Αμερικανοί ιατροί ανεκοίνωσαν εις επιστημονικόν συνέδριον ότι η φυματίωσις δύναται να μεταδοθή δι' απλής εισπνοής μολυσμένου αέρος, χωρίς να απαιτείται άμεσος επαφή με τον ασθενή. Τα πορίσματα στηρίζονται εις πειράματα διαρκείας τριών ετών. [290, 419, 476, 471]
divider [290, 478, 475, 479]
subhead-formosa-2: λέγει ο ναύαρχος Σ. Ίνγκερσολ [1072, 171, 1205, 184]
headline-agriculture-1: ΑΥΞΑΝΟΥΝ ΣΥΝΕΧΩΣ ΑΙ ΔΑΠΑΝΑΙ ΚΑΛΛΙΕΡΓΕΙΑΣ [1056, 1421, 1222, 1451]
article-body: ΒΑΣΙΓΚΤΩΝ, 8. (Ασσ. Πρες). — Ο κ. Τζαίημς Ρίτσαρντς, ειδικός απεσταλμένος του Προέδρου Αϊζενχάουερ εις την Μέσην Ανατολήν, επέστρεψε σήμερον εις Ουάσιγκτων και συνηντήθη αμέσως μετά του υπουργού των Εξωτερικών κ. Ντάλλες, εις τον οποίον εξέθεσε τα πορίσματα της περιοδείας του εις δεκαπέντε χώρας. [22, 1278, 274, 1330]
divider [1056, 443, 1222, 444]
article-body: ΚΑΪΡΟΝ, 8. (Ασσ. Πρες). — Εξ ιορδανικής πηγής εγνώσθη ότι εσχηματίσθη μυστικόν κίνημα αντιστάσεως εις την Ιορδανίαν, το οποίον επιδιώκει την ανατροπήν του καθεστώτος. Αι αρχαί προέβησαν εις πολλάς συλλήψεις. [290, 901, 476, 942]
subhead-spanish-plane: ΚΑΙ ΕΝ ΙΣΠΑΝΙΚΟΝ [1085, 566, 1192, 578]
headline-shepherd-3: Ο ΚΑΤΑΣΦΑΞΑΣ ΟΜΙΛΗΤΩΝ ΦΙΛΩΝ ΤΟΥ [1061, 783, 1217, 813]
divider [1056, 1505, 1222, 1506]
article-body: ΛΟΝΔΙΝΟΝ, 8. (Ρώυτερ). — Οι βουλευταί του εργατικού κόμματος εζήτησαν την αναβολήν της συζητήσεως επί του νομοσχεδίου, προβάλλοντες το επιχείρημα ότι δεν είχον επαρκή χρόνον μελέτης. [688, 520, 856, 562]
headline-italy-2: ΕΘΝΙΚΙΣΜΟΝ [342, 748, 423, 761]
headline-photo-2: ΤΟΝ ΕΚΑΜΕ ΕΚ ΜΙΑΣ ΠΛΟΥΣΙΟΝ [39, 637, 257, 653]
divider [290, 1064, 475, 1065]
article-body: ΛΑΣ ΒΕΓΚΑΣ, Νεβάδα, 8. (Ρώυτερ). — Η προγραμματισθείσα δια σήμερον πυρηνική δοκιμή ανεβλήθη λόγω δυσμενών καιρικών συνθηκών. Η νέα ημερομηνία θα ανακοινωθή εντός της ημέρας. [688, 405, 856, 446]
headline-insane-killer-3: ΤΟΝ ΙΑΤΡΟΝ [346, 519, 419, 532]
divider [493, 941, 672, 942]
article-body: Απαντών εις ερωτήσεις δημοσιογράφων, ο κ. Αϊζενχάουερ εδήλωσεν ότι αι Ηνωμέναι Πολιτείαι θα συνεχίσουν την πολιτικήν της ενισχύσεως των συμμάχων των και ότι ουδεμία μεταβολή προβλέπεται εις τας υφισταμένας δεσμεύσεις. Προσέθεσεν ότι η διατήρησις ισχυρών ενόπλων δυνάμεων αποτελεί τον καλύτερον τρόπον αποτροπής του πολέμου. [872, 18, 1039, 90]
headline-fires-2: ΕΙΣ ΜΑΣΣΑΧΟΥΣΕΤΗΝ [317, 1152, 449, 1164]
headline-insane-killer-2: Ο ΔΟΛΟΦΟΝΗΣΑΣ [330, 502, 435, 514]
divider [290, 895, 475, 896]
article-body: Ο καθηγητής θεωρείται ένας εκ των πρωτοπόρων της επιστήμης των πυραύλων και των διαστημικών ταξιδίων. Εις δηλώσεις του ετόνισεν ότι τα επιτεύγματα των τελευταίων ετών ανοίγουν νέους ορίζοντας εις την εξερεύνησιν του διαστήματος. [22, 548, 274, 590]
column-4 [680, 18, 863, 2310]
subhead-argentine-plane: ΚΑΙ ΕΝ ΑΡΓΕΝΤΙΝΟΝ [1082, 629, 1195, 641]
headline-tb-4: Η ΘΥΜΑΤΙΩΣΙΣ; [335, 396, 430, 409]
headline-aid-greece-1: Η ΕΛΛΑΣ ΔΕΝ ΘΑ ΛΑΒΗ ΒΟΗΘΕΙΑΝ [38, 18, 257, 61]
headline-italy-1: ΠΡΟΣ ΕΝΤΟΝΩΤΕΡΟΝ [320, 730, 447, 743]
headline-paris-2: ΤΗΝ ΝΙΚΗΝ ΤΟΥ 1945 [322, 1046, 444, 1059]
headline-planes-1: ΤΡΙΑ ΑΕΡΟΠΛΑΝΑ ΚΑΤΕΠΕΣΑΝ [1079, 374, 1198, 405]
headline-minors-3: ΠΟΛΙΤΗΝ ΒΕΝΙΖΗΣ [326, 250, 439, 263]
subhead-delay-request: ΖΗΤΟΥΝ ΤΗΝ ΑΝΑΒΟΛΗΝ [702, 506, 841, 517]
article-body: ΒΕΛΙΓΡΑΔΙΟΝ, 8. (Ασσ. Πρες). — Ο πρόεδρος Τίτο θα επισκεφθή την προσεχή εβδομάδα τας βιομηχανικάς εγκαταστάσεις της Σλοβενίας, συνοδευόμενος υπό μελών της κυβερνήσεως. [872, 584, 1039, 624]
article-body: Ο πατήρ του παιδιού είχε υποβάλει αγωγήν εναντίον μεγάλης διαφημιστικής εταιρείας, η οποία είχε χρησιμοποιήσει την φωτογραφίαν εις διαφημίσεις της χωρίς την άδειάν του. Το δικαστήριον επεδίκασεν αποζημίωσιν πολλών εκατομμυρίων φράγκων. [22, 754, 274, 795]
headline-rivers-3: ΥΠΟ ΤΗΝ ΡΩΣΣΙΑΝ ΚΑΙ ΙΡΑΝ [300, 642, 466, 655]
article-body: ΒΑΣΙΓΚΤΩΝ, 8. (Ασσ. Πρες). — Ο πρόεδρος Αϊζενχάουερ, αναπτύσσων κατά την σημερινήν του συνέντευξιν τύπου τας θέσεις της κυβερνήσεώς του, ετόνισεν ότι ο ελεύθερος κόσμος δεν είναι δυνατόν να ρυθμίζη την άμυνάν του βάσει των απειλών της Σοβιετικής Ρωσσίας. Ο πρόεδρος εχαρακτήρισε την πρόσφατον σοβιετικήν εκστρατείαν ως προσπάθειαν εκφοβισμού των χωρών της Δυτικής Ευρώπης. [492, 511, 672, 583]
headline-formosa-1: ΑΠΟΘΑΡΡΥΝΕΙ ΤΟΥΣ ΕΡΥΘΡΟΥΣ [1057, 34, 1221, 70]
lead-subhead-2: την ειρήνην και αποτρέπουσαν τον πόλεμον [494, 321, 670, 351]
subhead-apparent: ΦΑΙΝΟΜΕΝΙΚΗ [730, 695, 813, 706]
article-body: ΑΘΗΝΑΙ, 8. — Αι αρχαί ανεκοίνωσαν ότι συνεχίζονται αι ανακρίσεις δια την εξακρίβωσιν των υπευθύνων. Εκ των συλληφθέντων, οι περισσότεροι είναι στελέχη της οργανώσεως. [688, 773, 856, 813]
article-body: Απαντών εις ερωτήσεις δημοσιογράφων, ο κ. Αϊζενχάουερ εδήλωσεν ότι αι Ηνωμέναι Πολιτείαι θα συνεχίσουν την πολιτικήν της ενισχύσεως των συμμάχων των και ότι ουδεμία μεταβολή προβλέπεται εις τας υφισταμένας δεσμεύσεις. Προσέθεσεν ότι η διατήρησις ισχυρών ενόπλων δυνάμεων αποτελεί τον καλύτερον τρόπον αποτροπής του πολέμου. [492, 589, 672, 661]
brief-item: — Το υπουργείον Συγκοινωνιών ανεκοίνωσεν ότι από της προσεχούς Δευτέρας θα τεθούν εις κυκλοφορίαν νέα λεωφορεία εις τας γραμμάς των προαστείων. Τα δρομολόγια θα είναι πυκνότερα κατά τας πρωινάς και απογευματινάς ώρας αιχμής. [22, 1415, 274, 1455]
headline-un-2: ΙΝΑ ΣΥΖΗΤΗΣΗ ΤΗΝ ΣΥΓΚΛΗΣΙΝ ΔΙΑΣΚΕΨΕΩΣ [51, 1061, 244, 1087]
headline-labour-ministry-3: ΤΩΝ ΠΡΟΣ ΤΟ ΤΕΒΕ ΟΦΕΙΛΩΝ ΕΞ ΕΙΣΦΟΡΩΝ [1058, 1157, 1220, 1188]
headline-trieste-3: ΚΑΤΑ ΤΩΝ ΓΡΑΦΕΙΩΝ [322, 52, 444, 65]
divider [290, 601, 475, 602]
article-body: ΤΟΚΙΟ, 8. (Ρώυτερ). — Το πρακτορείον «Νέα Κίνα» εχαρακτήρισε την εγκατάστασιν της βάσεως ως «πρόκλησιν» και προειδοποίησεν ότι η κινεζική κυβέρνησις θα λάβη τα ενδεικνυόμενα μέτρα. Το σχόλιον προσθέτει ότι η Φορμόζα αποτελεί αναπόσπαστον τμήμα της Κίνας. [1055, 299, 1223, 361]
headline-bank-3: ΤΩΝ ΕΞΑΓΓΕΛΘΕΝΤΩΝ ΠΙΣΤΩΤΙΚΩΝ ΜΕΤΡΩΝ [507, 1503, 658, 1534]
subhead-labour: ΤΟ ΕΡΓΑΤΙΚΟΝ ΕΠΙΚΗΡΥΧΘΗ [503, 804, 662, 816]
headline-planes-2: ΕΝΤΟΣ ΤΗΣ ΧΘΕΣΙΝΗΣ ΗΜΕΡΑΣ [1064, 409, 1214, 439]
article-body: ΣΤΕΡΛΙΝΓΚ, Ίλλ., 8. (Ασσ. Πρες). — Τέσσαρες ανήλικοι, ηλικίας 13 έως 16 ετών, συνελήφθησαν χθες με την κατηγορίαν ότι εδολοφόνησαν πολίτην εντός της οικίας του και αφήρεσαν τα περίστροφά του. [290, 290, 476, 330]
divider [1056, 368, 1222, 369]
divider [1056, 693, 1222, 694]
headline-minors-4: — ΜΕ ΤΑ ΠΕΡΙΣΤΡΟΦΑ ΤΟΥ [317, 268, 449, 280]
divider [1056, 493, 1222, 494]
kicker-eisenhower: Κατά τον πρόεδρον Άϊζενχάουερ [515, 18, 649, 29]
column-6 [1047, 18, 1230, 2310]
article-body: ΠΑΡΙΣΙΟΙ, 8. (Ασσ. Πρες). — Ο Πρόεδρος της Γαλλικής Δημοκρατίας κ. Ρενέ Κοτύ ανεχώρησε σήμερον την πρωίαν δι' αεροπλάνου εις Ρώμην, όπου θα παραμείνη επί τριήμερον, προσκεκλημένος του Ιταλού ομολόγου του. Κατά την διάρκειαν της επισκέψεως προβλέπεται να γίνουν συνομιλίαι επί των ευρωπαϊκών θεμάτων. [22, 1602, 274, 1642]
article-body: ΒΑΣΙΓΚΤΩΝ, 8. (Ασσ. Πρες). — Αι εσωτερικαί εξελίξεις εις την Ιταλίαν, κατά τους αμερικανούς παρατηρητάς, οδηγούν προς εντονώτερον εθνικισμόν. Η εκτίμησις αυτή στηρίζεται εις τα αποτελέσματα των τελευταίων δημοτικών εκλογών. [290, 789, 476, 829]
subhead-confirmed: ΕΠΙΒΕΒΑΙΩΘΗ [732, 452, 812, 464]
subhead-radiometry: ΡΑΔΙΟΜΕΤΡΙΑΣ ΕΙΣ ΤΟ ΓΑΛΛΑ [691, 631, 853, 643]
headline-french-president-3: ΕΙΣ ΤΗΝ ΙΤΑΛΙΑΝ [97, 1578, 199, 1591]
article-body: ΒΑΣΙΓΚΤΩΝ, 8. (Ασσ. Πρες). — Ο πρόεδρος Αϊζενχάουερ, αναπτύσσων κατά την σημερινήν του συνέντευξιν τύπου τας θέσεις της κυβερνήσεώς του, ετόνισεν ότι ο ελεύθερος κόσμος δεν είναι δυνατόν να ρυθμίζη την άμυνάν του βάσει των απειλών της Σοβιετικής Ρωσσίας. Ο πρόεδρος εχαρακτήρισε την πρόσφατον σοβιετικήν εκστρατείαν ως προσπάθειαν εκφοβισμού των χωρών της Δυτικής Ευρώπης. [688, 18, 856, 100]
article-body: ΡΩΜΗ, 8. (Ασσ. Πρες). — Το διεθνές συνέδριον γεωργίας ήρχισε τας εργασίας του με την συμμετοχήν αντιπροσώπων τριάκοντα χωρών. Θα συζητηθούν θέματα εκσυγχρονισμού των καλλιεργειών. [872, 405, 1039, 446]
article-body: ΚΑΪΡΟΝ, 8. (Ρώυτερ). — Η αιγυπτιακή αντιπροσωπεία ανεχώρησε σήμερον δια την Δαμασκόν, όπου θα συμμετάσχη εις τας εργασίας της κοινής επιτροπής. [872, 468, 1039, 499]
subhead-london-view: Η ΑΠΟΨΙΣ ΤΟΥ ΛΟΝΔΙΝΟΥ [885, 96, 1026, 108]
kicker-two-days: Μετά διήμερον περιπλάνησιν [1087, 698, 1190, 709]
article-body: ΒΟΣΤΩΝΗ, 8. (Ασσ. Πρες). — Μεγάλαι πυρκαϊαί κατέστρεψαν εκτάσεις δασών εις την πολιτείαν της Μασσαχουσέτης. Οι πυροσβέσται αγωνίζονται επί δύο ημέρας δια τον περιορισμόν του πυρός. [290, 1175, 476, 1216]
subhead-secretaries: ΕΙΣ ΤΟΥΣ ΓΡΑΜΜΑΤΕΙΣ Κ.Κ. [696, 757, 849, 769]
divider [290, 1022, 475, 1023]
subhead-shepherd: Πώς απολογείται δια το έγκλημα [1069, 816, 1209, 829]
divider [1056, 189, 1222, 190]
divider [22, 1405, 273, 1409]
